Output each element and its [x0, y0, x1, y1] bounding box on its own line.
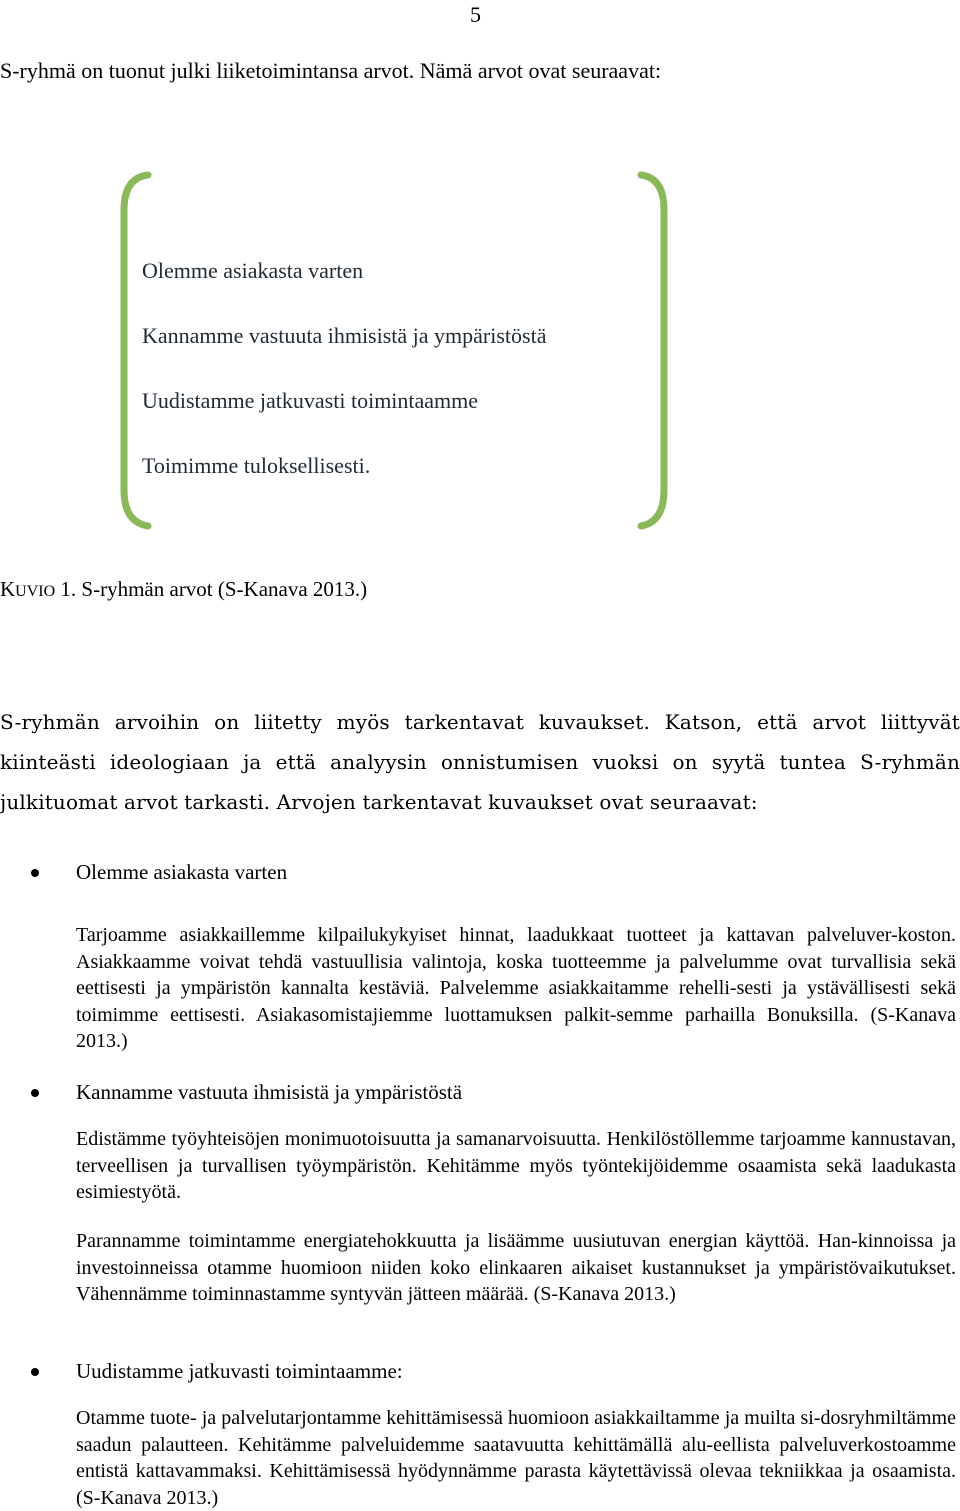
intro-text: S-ryhmä on tuonut julki liiketoimintansa arvot. Nämä arvot ovat seuraavat:: [0, 58, 662, 83]
caption-prefix-k: K: [0, 577, 16, 601]
page-number: 5: [470, 2, 481, 27]
value-description-customer: Tarjoamme asiakkaillemme kilpailukykyiset hinnat, laadukkaat tuotteet ja kattavan palveluver-koston. Asiakkaamme voivat tehdä vastuullisia valintoja, koska tuotteemme ja palvelumme ovat turvallisia sekä eettisesti ja ympäristön kannalta kestäviä. Palvelemme asiakkaitamme rehelli-sesti ja ystävällisesti sekä toimimme eettisesti. Asiakasomistajiemme luottamuksen palkit-semme parhailla Bonuksilla. (S-Kanava 2013.): [76, 924, 956, 1052]
bullet-marker: [31, 869, 39, 877]
value-title-customer: Olemme asiakasta varten: [76, 860, 288, 884]
bullet-marker: [31, 1368, 39, 1376]
value-title-responsibility: Kannamme vastuuta ihmisistä ja ympäristöstä: [76, 1080, 463, 1104]
figure-value-2: Kannamme vastuuta ihmisistä ja ympäristöstä: [142, 323, 547, 348]
value-description-environment: Parannamme toimintamme energiatehokkuutta ja lisäämme uusiutuvan energian käyttöä. Han-kinnoissa ja investoinneissa otamme huomioon niiden koko elinkaaren aikaiset kustannukset ja ympäristövaikutukset. Vähennämme toiminnastamme syntyvän jätteen määrää. (S-Kanava 2013.): [76, 1230, 956, 1305]
caption-prefix-rest: UVIO: [15, 583, 56, 600]
bullet-marker: [31, 1089, 39, 1097]
right-bracket: [641, 175, 664, 526]
figure-value-3: Uudistamme jatkuvasti toimintaamme: [142, 388, 479, 413]
figure-value-1: Olemme asiakasta varten: [142, 258, 364, 283]
values-description-paragraph: S-ryhmän arvoihin on liitetty myös tarkentavat kuvaukset. Katson, että arvot liittyvät kiinteästi ideologiaan ja että analyysin onnistumisen vuoksi on syytä tuntea S-ryhmän julkituomat arvot tarkasti. Arvojen tarkentavat kuvaukset ovat seuraavat:: [0, 710, 960, 814]
figure-caption: [0, 577, 367, 602]
figure-value-4: Toimimme tuloksellisesti.: [142, 453, 371, 478]
value-description-personnel: Edistämme työyhteisöjen monimuotoisuutta ja samanarvoisuutta. Henkilöstöllemme tarjoamme kannustavan, terveellisen ja turvallisen työympäristön. Kehitämme myös työntekijöidemme osaamista sekä laadukasta esimiestyötä.: [76, 1128, 956, 1203]
value-title-renewal: Uudistamme jatkuvasti toimintaamme:: [76, 1359, 403, 1383]
caption-text: 1. S-ryhmän arvot (S-Kanava 2013.): [55, 577, 368, 601]
value-description-renewal: Otamme tuote- ja palvelutarjontamme kehittämisessä huomioon asiakkailtamme ja muilta si-dosryhmiltämme saadun palautteen. Kehitämme palveluidemme saatavuutta kehittämällä alu-eellista palveluverkostoamme entistä kattavammaksi. Kehittämisessä hyödynnämme parasta käytettävissä olevaa tekniikkaa ja osaamista. (S-Kanava 2013.): [76, 1407, 956, 1509]
